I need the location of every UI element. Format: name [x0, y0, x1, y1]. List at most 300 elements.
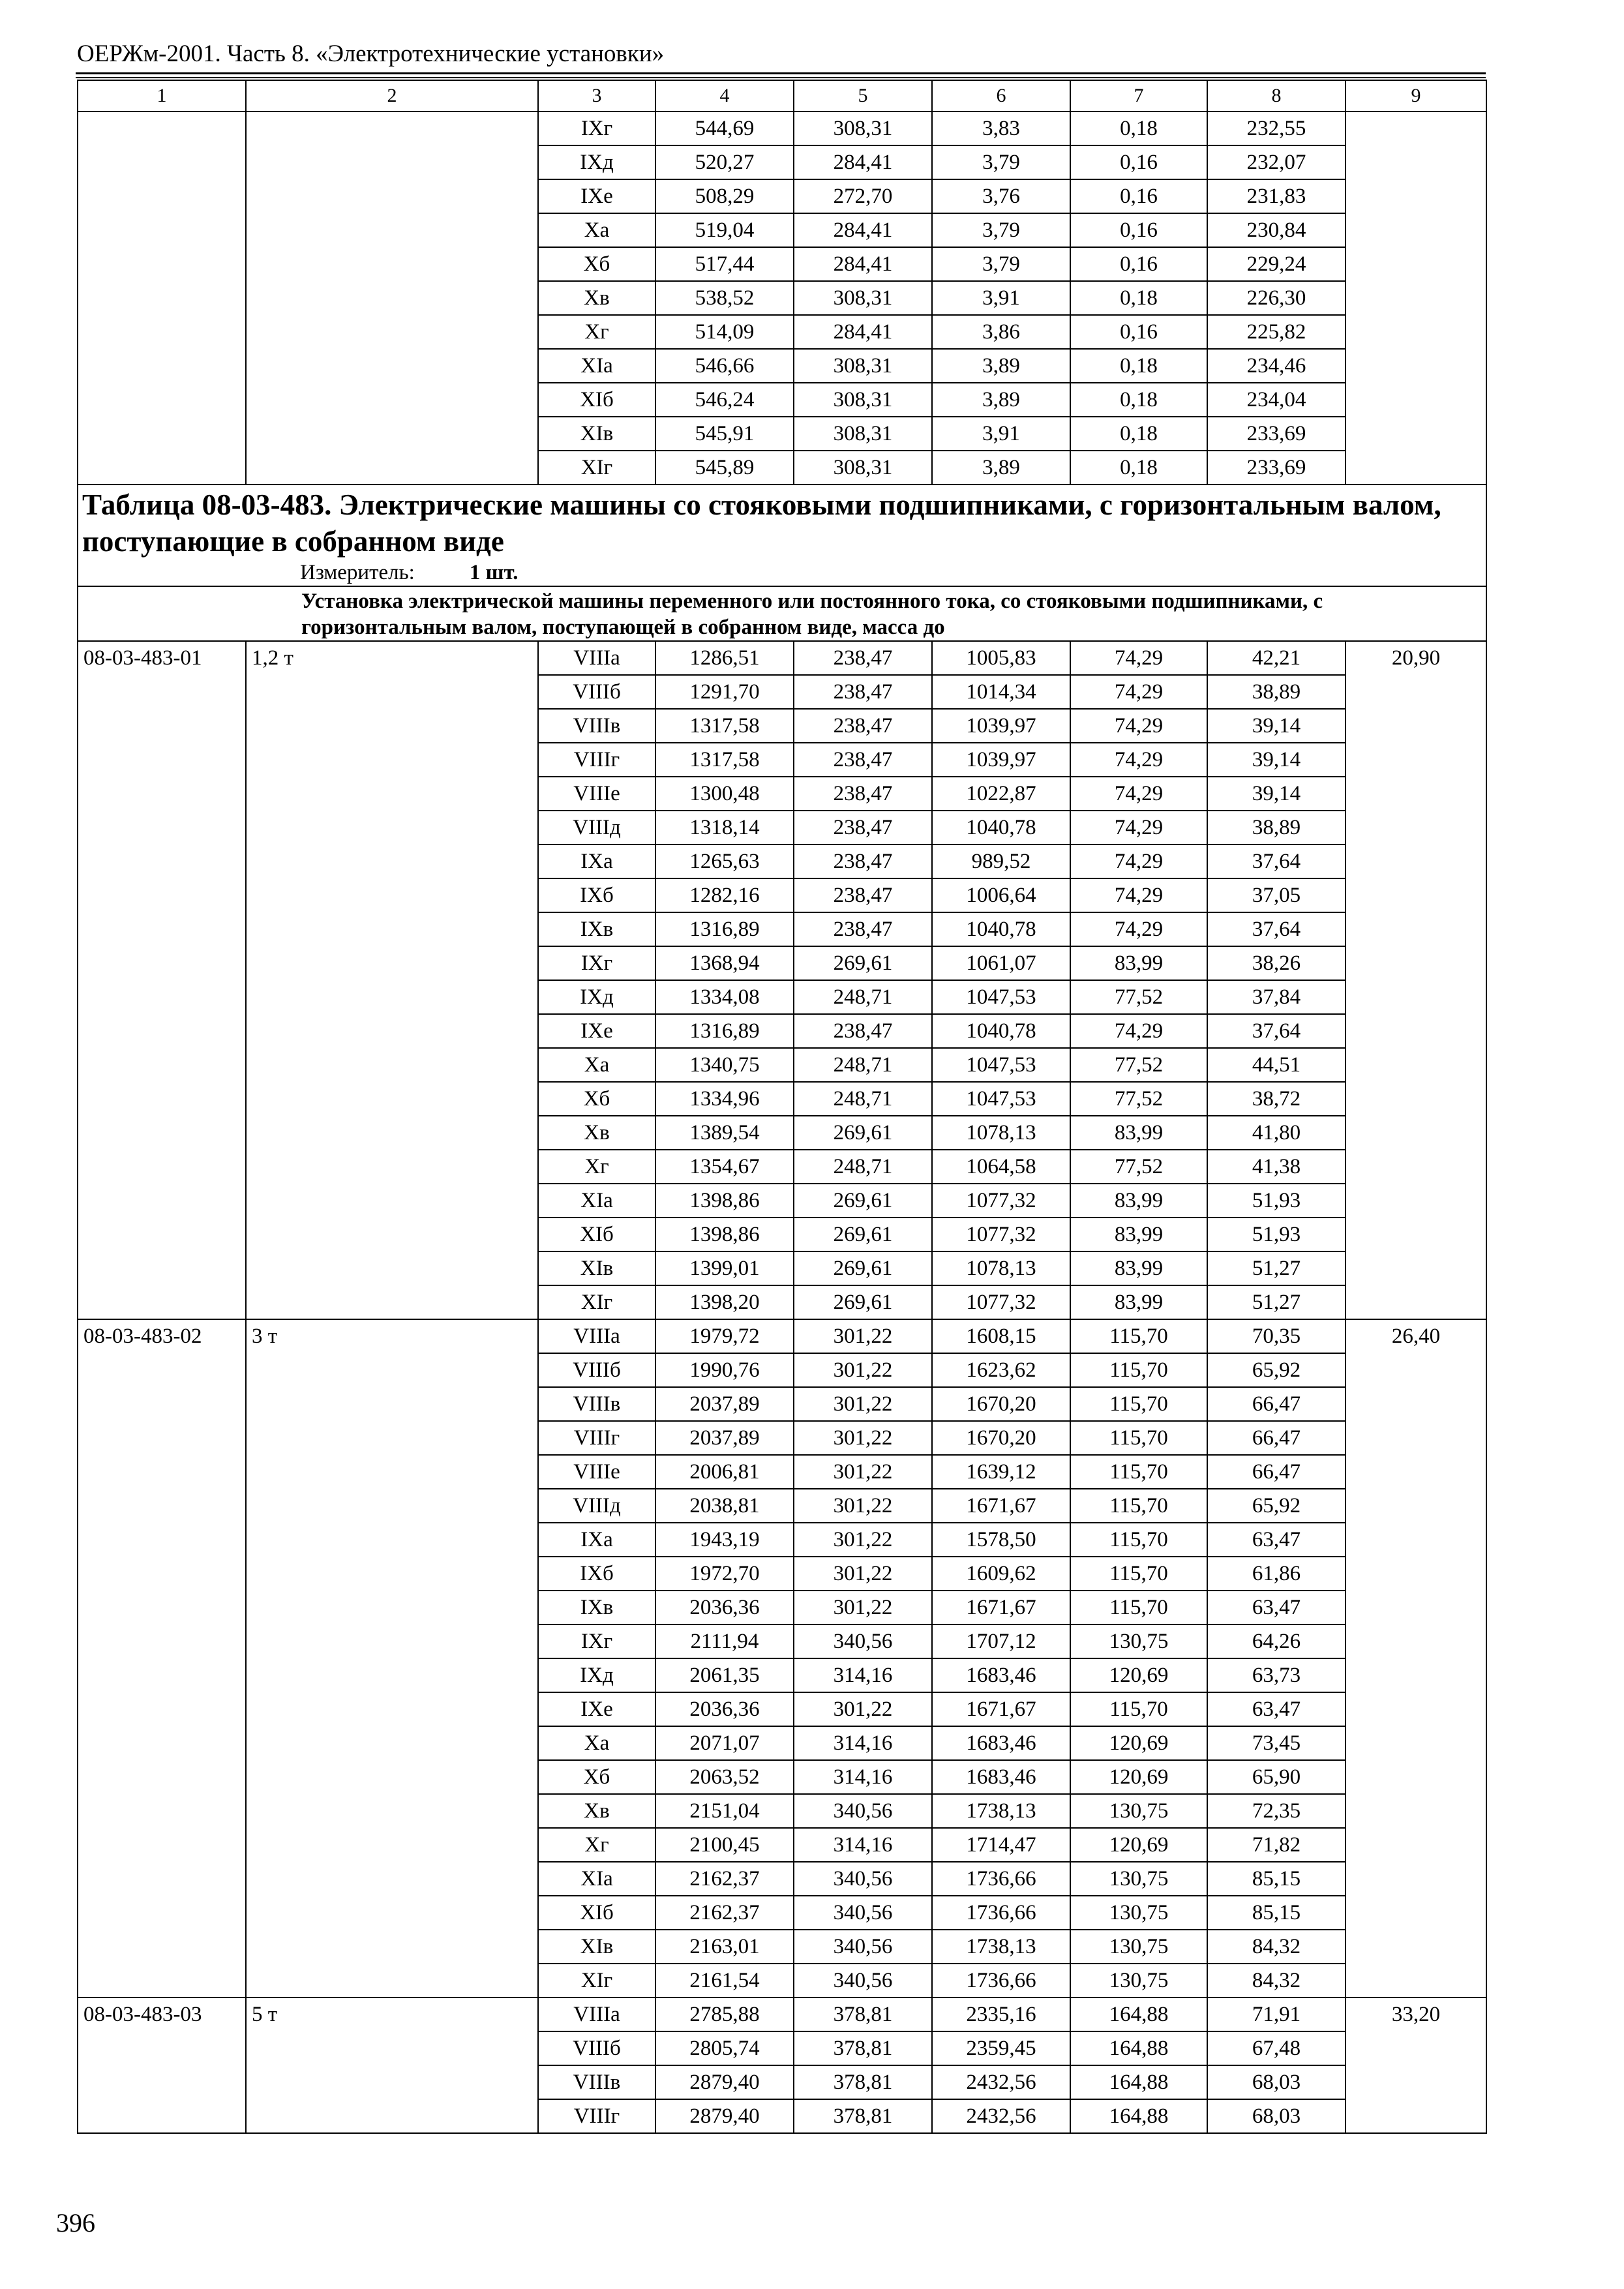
cell-materials: 42,21 — [1207, 641, 1346, 675]
cell-machines: 3,91 — [932, 417, 1070, 451]
cell-machinists-wages: 120,69 — [1070, 1726, 1207, 1760]
cell-price-category: XIа — [538, 349, 655, 383]
cell-machines: 1609,62 — [932, 1557, 1070, 1591]
cell-materials: 38,72 — [1207, 1082, 1346, 1116]
cell-machinists-wages: 0,16 — [1070, 247, 1207, 281]
cell-wages: 308,31 — [794, 349, 932, 383]
cell-materials: 66,47 — [1207, 1387, 1346, 1421]
work-description: Установка электрической машины переменного или постоянного тока, со стояковыми подшипниками, с горизонтальным валом, поступающей в собранном виде, масса до — [78, 586, 1486, 641]
cell-price-category: VIIIв — [538, 1387, 655, 1421]
cell-direct-costs: 546,66 — [655, 349, 794, 383]
cell-direct-costs: 2162,37 — [655, 1896, 794, 1930]
cell-machines: 3,89 — [932, 451, 1070, 485]
cell-machinists-wages: 115,70 — [1070, 1319, 1207, 1353]
cell-machines: 1736,66 — [932, 1862, 1070, 1896]
cell-direct-costs: 520,27 — [655, 145, 794, 179]
cell-direct-costs: 2037,89 — [655, 1387, 794, 1421]
table-row — [78, 112, 1486, 145]
cell-materials: 230,84 — [1207, 213, 1346, 247]
cell-machines: 3,83 — [932, 112, 1070, 145]
cell-direct-costs: 2879,40 — [655, 2065, 794, 2099]
table-row — [78, 1319, 1486, 1353]
cell-machines: 3,89 — [932, 383, 1070, 417]
cell-cargo-empty — [1346, 112, 1486, 485]
cell-price-category: Xб — [538, 1082, 655, 1116]
cell-wages: 378,81 — [794, 1997, 932, 2031]
cell-machinists-wages: 83,99 — [1070, 1218, 1207, 1251]
cell-direct-costs: 519,04 — [655, 213, 794, 247]
cell-price-category: VIIIа — [538, 641, 655, 675]
cell-price-category: VIIIе — [538, 1455, 655, 1489]
cell-wages: 301,22 — [794, 1557, 932, 1591]
cell-direct-costs: 1340,75 — [655, 1048, 794, 1082]
cell-wages: 238,47 — [794, 912, 932, 946]
cell-direct-costs: 2100,45 — [655, 1828, 794, 1862]
column-number-6: 6 — [932, 80, 1070, 112]
cell-price-category: Xа — [538, 213, 655, 247]
cell-machinists-wages: 115,70 — [1070, 1523, 1207, 1557]
cell-machinists-wages: 120,69 — [1070, 1658, 1207, 1692]
cell-machinists-wages: 115,70 — [1070, 1489, 1207, 1523]
cell-machinists-wages: 115,70 — [1070, 1387, 1207, 1421]
cell-wages: 238,47 — [794, 878, 932, 912]
cell-direct-costs: 2038,81 — [655, 1489, 794, 1523]
column-number-3: 3 — [538, 80, 655, 112]
cell-direct-costs: 2006,81 — [655, 1455, 794, 1489]
price-table — [77, 80, 1487, 2134]
cell-materials: 85,15 — [1207, 1862, 1346, 1896]
cell-direct-costs: 1334,08 — [655, 980, 794, 1014]
cell-materials: 234,46 — [1207, 349, 1346, 383]
cell-machines: 1683,46 — [932, 1658, 1070, 1692]
cell-price-category: Xб — [538, 247, 655, 281]
cell-machinists-wages: 83,99 — [1070, 1285, 1207, 1319]
cell-wages: 238,47 — [794, 845, 932, 878]
cell-wages: 340,56 — [794, 1930, 932, 1964]
cell-price-category: IXе — [538, 179, 655, 213]
cell-wages: 340,56 — [794, 1964, 932, 1997]
cell-materials: 71,91 — [1207, 1997, 1346, 2031]
cell-wages: 238,47 — [794, 811, 932, 845]
cell-machines: 3,76 — [932, 179, 1070, 213]
cell-materials: 229,24 — [1207, 247, 1346, 281]
cell-wages: 301,22 — [794, 1387, 932, 1421]
cell-machines: 1005,83 — [932, 641, 1070, 675]
cell-machines: 1039,97 — [932, 709, 1070, 743]
cell-direct-costs: 517,44 — [655, 247, 794, 281]
cell-materials: 72,35 — [1207, 1794, 1346, 1828]
cell-direct-costs: 1291,70 — [655, 675, 794, 709]
cell-materials: 38,26 — [1207, 946, 1346, 980]
cell-direct-costs: 1990,76 — [655, 1353, 794, 1387]
cell-wages: 301,22 — [794, 1489, 932, 1523]
cell-machinists-wages: 0,18 — [1070, 349, 1207, 383]
cell-machinists-wages: 74,29 — [1070, 845, 1207, 878]
cell-materials: 39,14 — [1207, 743, 1346, 777]
cell-machines: 1671,67 — [932, 1692, 1070, 1726]
cell-machinists-wages: 115,70 — [1070, 1455, 1207, 1489]
cell-machinists-wages: 74,29 — [1070, 912, 1207, 946]
cell-mass: 3 т — [246, 1319, 538, 1997]
cell-machines: 1639,12 — [932, 1455, 1070, 1489]
cell-price-category: XIг — [538, 451, 655, 485]
cell-wages: 238,47 — [794, 777, 932, 811]
cell-machines: 1039,97 — [932, 743, 1070, 777]
cell-materials: 226,30 — [1207, 281, 1346, 315]
cell-machines: 1671,67 — [932, 1489, 1070, 1523]
cell-machines: 1714,47 — [932, 1828, 1070, 1862]
cell-wages: 272,70 — [794, 179, 932, 213]
cell-materials: 84,32 — [1207, 1930, 1346, 1964]
cell-wages: 301,22 — [794, 1319, 932, 1353]
cell-price-category: VIIIа — [538, 1319, 655, 1353]
cell-price-category: XIа — [538, 1862, 655, 1896]
cell-price-category: IXв — [538, 1591, 655, 1624]
cell-direct-costs: 1979,72 — [655, 1319, 794, 1353]
cell-machinists-wages: 130,75 — [1070, 1896, 1207, 1930]
cell-wages: 284,41 — [794, 315, 932, 349]
cell-machines: 1014,34 — [932, 675, 1070, 709]
cell-materials: 51,27 — [1207, 1285, 1346, 1319]
cell-machinists-wages: 77,52 — [1070, 1082, 1207, 1116]
cell-wages: 284,41 — [794, 247, 932, 281]
cell-machinists-wages: 164,88 — [1070, 2065, 1207, 2099]
cell-machinists-wages: 77,52 — [1070, 1150, 1207, 1184]
cell-machinists-wages: 0,18 — [1070, 451, 1207, 485]
table-row — [78, 641, 1486, 675]
cell-machines: 1738,13 — [932, 1930, 1070, 1964]
cell-machines: 1047,53 — [932, 980, 1070, 1014]
cell-wages: 314,16 — [794, 1658, 932, 1692]
cell-wages: 269,61 — [794, 1285, 932, 1319]
cell-machines: 3,79 — [932, 145, 1070, 179]
cell-wages: 301,22 — [794, 1591, 932, 1624]
cell-direct-costs: 1300,48 — [655, 777, 794, 811]
cell-machinists-wages: 115,70 — [1070, 1692, 1207, 1726]
cell-wages: 301,22 — [794, 1421, 932, 1455]
cell-wages: 238,47 — [794, 743, 932, 777]
cell-materials: 234,04 — [1207, 383, 1346, 417]
cell-machinists-wages: 130,75 — [1070, 1930, 1207, 1964]
cell-machinists-wages: 0,18 — [1070, 112, 1207, 145]
cell-materials: 38,89 — [1207, 675, 1346, 709]
meter-line — [82, 560, 1482, 586]
cell-direct-costs: 1398,86 — [655, 1184, 794, 1218]
cell-rate-code: 08-03-483-03 — [78, 1997, 246, 2133]
cell-price-category: Xв — [538, 1794, 655, 1828]
cell-price-category: Xв — [538, 281, 655, 315]
cell-materials: 37,84 — [1207, 980, 1346, 1014]
cell-cargo-mass: 33,20 — [1346, 1997, 1486, 2133]
cell-mass: 1,2 т — [246, 641, 538, 1319]
cell-price-category: VIIIа — [538, 1997, 655, 2031]
cell-materials: 68,03 — [1207, 2065, 1346, 2099]
cell-machines: 1670,20 — [932, 1421, 1070, 1455]
cell-wages: 308,31 — [794, 281, 932, 315]
cell-machinists-wages: 77,52 — [1070, 980, 1207, 1014]
cell-direct-costs: 2785,88 — [655, 1997, 794, 2031]
cell-machines: 1061,07 — [932, 946, 1070, 980]
cell-machines: 1064,58 — [932, 1150, 1070, 1184]
column-number-row — [78, 80, 1486, 112]
cell-machinists-wages: 130,75 — [1070, 1794, 1207, 1828]
cell-machines: 1707,12 — [932, 1624, 1070, 1658]
cell-machines: 1578,50 — [932, 1523, 1070, 1557]
cell-machines: 1683,46 — [932, 1726, 1070, 1760]
column-number-4: 4 — [655, 80, 794, 112]
cell-direct-costs: 2037,89 — [655, 1421, 794, 1455]
cell-price-category: VIIIб — [538, 1353, 655, 1387]
cell-direct-costs: 2163,01 — [655, 1930, 794, 1964]
cell-direct-costs: 508,29 — [655, 179, 794, 213]
cell-machines: 1077,32 — [932, 1285, 1070, 1319]
cell-wages: 301,22 — [794, 1692, 932, 1726]
cell-price-category: IXд — [538, 1658, 655, 1692]
cell-machinists-wages: 0,18 — [1070, 383, 1207, 417]
cell-price-category: IXг — [538, 1624, 655, 1658]
cell-machinists-wages: 83,99 — [1070, 1116, 1207, 1150]
cell-price-category: Xа — [538, 1048, 655, 1082]
cell-materials: 84,32 — [1207, 1964, 1346, 1997]
cell-machines: 1022,87 — [932, 777, 1070, 811]
cell-materials: 65,92 — [1207, 1489, 1346, 1523]
cell-machinists-wages: 115,70 — [1070, 1591, 1207, 1624]
cell-machines: 1671,67 — [932, 1591, 1070, 1624]
cell-machinists-wages: 74,29 — [1070, 878, 1207, 912]
cell-materials: 37,64 — [1207, 912, 1346, 946]
cell-machinists-wages: 0,16 — [1070, 213, 1207, 247]
meter-label: Измеритель: — [300, 561, 415, 584]
cell-materials: 64,26 — [1207, 1624, 1346, 1658]
cell-wages: 301,22 — [794, 1353, 932, 1387]
cell-machinists-wages: 0,16 — [1070, 179, 1207, 213]
cell-price-category: VIIIб — [538, 2031, 655, 2065]
cell-machinists-wages: 74,29 — [1070, 1014, 1207, 1048]
description-row — [78, 586, 1486, 641]
cell-wages: 269,61 — [794, 1116, 932, 1150]
cell-direct-costs: 2036,36 — [655, 1692, 794, 1726]
cell-direct-costs: 1399,01 — [655, 1251, 794, 1285]
price-table-body — [78, 80, 1486, 2133]
cell-direct-costs: 2879,40 — [655, 2099, 794, 2133]
cell-wages: 314,16 — [794, 1760, 932, 1794]
cell-materials: 233,69 — [1207, 451, 1346, 485]
cell-materials: 67,48 — [1207, 2031, 1346, 2065]
cell-machines: 1077,32 — [932, 1218, 1070, 1251]
cell-wages: 340,56 — [794, 1896, 932, 1930]
cell-price-category: IXг — [538, 112, 655, 145]
cell-price-category: VIIIд — [538, 1489, 655, 1523]
cell-direct-costs: 1389,54 — [655, 1116, 794, 1150]
cell-price-category: Xг — [538, 315, 655, 349]
cell-price-category: VIIIд — [538, 811, 655, 845]
cell-machinists-wages: 130,75 — [1070, 1624, 1207, 1658]
cell-direct-costs: 546,24 — [655, 383, 794, 417]
cell-price-category: IXе — [538, 1692, 655, 1726]
cell-materials: 37,64 — [1207, 845, 1346, 878]
cell-machines: 1077,32 — [932, 1184, 1070, 1218]
cell-machinists-wages: 74,29 — [1070, 777, 1207, 811]
header-rule-thin — [76, 77, 1486, 78]
cell-price-category: VIIIг — [538, 743, 655, 777]
cell-materials: 232,07 — [1207, 145, 1346, 179]
cell-machines: 1040,78 — [932, 811, 1070, 845]
cell-price-category: XIб — [538, 1896, 655, 1930]
cell-materials: 39,14 — [1207, 777, 1346, 811]
cell-machines: 1047,53 — [932, 1082, 1070, 1116]
cell-direct-costs: 1282,16 — [655, 878, 794, 912]
cell-machines: 2335,16 — [932, 1997, 1070, 2031]
cell-direct-costs: 1972,70 — [655, 1557, 794, 1591]
header-rule-thick — [76, 72, 1486, 74]
cell-wages: 269,61 — [794, 1184, 932, 1218]
cell-wages: 301,22 — [794, 1455, 932, 1489]
cell-materials: 37,05 — [1207, 878, 1346, 912]
cell-materials: 41,38 — [1207, 1150, 1346, 1184]
cell-cargo-mass: 20,90 — [1346, 641, 1486, 1319]
cell-price-category: XIа — [538, 1184, 655, 1218]
cell-materials: 38,89 — [1207, 811, 1346, 845]
cell-machinists-wages: 74,29 — [1070, 709, 1207, 743]
cell-materials: 61,86 — [1207, 1557, 1346, 1591]
cell-machinists-wages: 74,29 — [1070, 675, 1207, 709]
cell-direct-costs: 2061,35 — [655, 1658, 794, 1692]
cell-machinists-wages: 83,99 — [1070, 1184, 1207, 1218]
cell-materials: 233,69 — [1207, 417, 1346, 451]
cell-machinists-wages: 0,18 — [1070, 281, 1207, 315]
cell-machinists-wages: 115,70 — [1070, 1557, 1207, 1591]
cell-price-category: VIIIг — [538, 2099, 655, 2133]
cell-machines: 3,79 — [932, 247, 1070, 281]
cell-cargo-mass: 26,40 — [1346, 1319, 1486, 1997]
cell-price-category: XIв — [538, 417, 655, 451]
cell-machinists-wages: 0,18 — [1070, 417, 1207, 451]
column-number-8: 8 — [1207, 80, 1346, 112]
cell-materials: 63,73 — [1207, 1658, 1346, 1692]
cell-machinists-wages: 130,75 — [1070, 1964, 1207, 1997]
cell-code-empty — [78, 112, 246, 485]
cell-machines: 2432,56 — [932, 2099, 1070, 2133]
cell-price-category: IXг — [538, 946, 655, 980]
cell-direct-costs: 1317,58 — [655, 743, 794, 777]
cell-machinists-wages: 83,99 — [1070, 946, 1207, 980]
table-title: Таблица 08-03-483. Электрические машины со стояковыми подшипниками, с горизонтальным валом, поступающие в собранном виде — [82, 488, 1441, 558]
cell-direct-costs: 1316,89 — [655, 912, 794, 946]
cell-materials: 51,93 — [1207, 1184, 1346, 1218]
cell-direct-costs: 1943,19 — [655, 1523, 794, 1557]
cell-materials: 63,47 — [1207, 1523, 1346, 1557]
cell-price-category: Xв — [538, 1116, 655, 1150]
cell-materials: 65,92 — [1207, 1353, 1346, 1387]
cell-wages: 248,71 — [794, 1150, 932, 1184]
cell-price-category: IXе — [538, 1014, 655, 1048]
cell-rate-code: 08-03-483-01 — [78, 641, 246, 1319]
cell-price-category: XIб — [538, 1218, 655, 1251]
page-number: 396 — [56, 2208, 95, 2237]
cell-machines: 2359,45 — [932, 2031, 1070, 2065]
cell-wages: 340,56 — [794, 1794, 932, 1828]
column-number-1: 1 — [78, 80, 246, 112]
cell-price-category: IXд — [538, 980, 655, 1014]
cell-materials: 71,82 — [1207, 1828, 1346, 1862]
cell-machines: 2432,56 — [932, 2065, 1070, 2099]
cell-machinists-wages: 120,69 — [1070, 1828, 1207, 1862]
cell-price-category: VIIIв — [538, 2065, 655, 2099]
cell-direct-costs: 514,09 — [655, 315, 794, 349]
running-header: ОЕРЖм-2001. Часть 8. «Электротехнические установки» — [77, 40, 665, 67]
cell-price-category: IXб — [538, 1557, 655, 1591]
cell-price-category: VIIIе — [538, 777, 655, 811]
cell-machines: 1736,66 — [932, 1964, 1070, 1997]
cell-wages: 308,31 — [794, 451, 932, 485]
cell-materials: 63,47 — [1207, 1591, 1346, 1624]
cell-direct-costs: 1398,86 — [655, 1218, 794, 1251]
cell-direct-costs: 2063,52 — [655, 1760, 794, 1794]
cell-machines: 989,52 — [932, 845, 1070, 878]
cell-price-category: IXа — [538, 845, 655, 878]
cell-wages: 284,41 — [794, 213, 932, 247]
cell-machinists-wages: 130,75 — [1070, 1862, 1207, 1896]
column-number-2: 2 — [246, 80, 538, 112]
cell-wages: 269,61 — [794, 1251, 932, 1285]
cell-wages: 314,16 — [794, 1828, 932, 1862]
cell-materials: 66,47 — [1207, 1421, 1346, 1455]
cell-mass-empty — [246, 112, 538, 485]
cell-machinists-wages: 83,99 — [1070, 1251, 1207, 1285]
cell-direct-costs: 2036,36 — [655, 1591, 794, 1624]
cell-wages: 248,71 — [794, 1048, 932, 1082]
cell-machinists-wages: 164,88 — [1070, 1997, 1207, 2031]
cell-price-category: IXб — [538, 878, 655, 912]
cell-machinists-wages: 0,16 — [1070, 145, 1207, 179]
cell-direct-costs: 2071,07 — [655, 1726, 794, 1760]
cell-price-category: IXа — [538, 1523, 655, 1557]
cell-machinists-wages: 164,88 — [1070, 2031, 1207, 2065]
table-title-row — [78, 485, 1486, 586]
cell-materials: 51,27 — [1207, 1251, 1346, 1285]
cell-price-category: XIг — [538, 1285, 655, 1319]
cell-materials: 85,15 — [1207, 1896, 1346, 1930]
cell-wages: 238,47 — [794, 641, 932, 675]
cell-direct-costs: 544,69 — [655, 112, 794, 145]
cell-materials: 70,35 — [1207, 1319, 1346, 1353]
cell-machines: 1738,13 — [932, 1794, 1070, 1828]
cell-rate-code: 08-03-483-02 — [78, 1319, 246, 1997]
cell-machines: 1736,66 — [932, 1896, 1070, 1930]
cell-wages: 308,31 — [794, 383, 932, 417]
cell-price-category: VIIIб — [538, 675, 655, 709]
cell-machinists-wages: 74,29 — [1070, 811, 1207, 845]
cell-price-category: Xг — [538, 1828, 655, 1862]
cell-direct-costs: 1265,63 — [655, 845, 794, 878]
cell-wages: 248,71 — [794, 980, 932, 1014]
cell-machinists-wages: 77,52 — [1070, 1048, 1207, 1082]
column-number-5: 5 — [794, 80, 932, 112]
cell-direct-costs: 1286,51 — [655, 641, 794, 675]
cell-direct-costs: 1398,20 — [655, 1285, 794, 1319]
cell-price-category: XIб — [538, 383, 655, 417]
cell-machinists-wages: 74,29 — [1070, 641, 1207, 675]
meter-value: 1 шт. — [469, 561, 519, 584]
cell-price-category: VIIIв — [538, 709, 655, 743]
table-title-cell — [78, 485, 1486, 586]
cell-price-category: Xг — [538, 1150, 655, 1184]
cell-materials: 51,93 — [1207, 1218, 1346, 1251]
cell-materials: 66,47 — [1207, 1455, 1346, 1489]
cell-direct-costs: 1318,14 — [655, 811, 794, 845]
cell-wages: 340,56 — [794, 1862, 932, 1896]
cell-price-category: Xб — [538, 1760, 655, 1794]
